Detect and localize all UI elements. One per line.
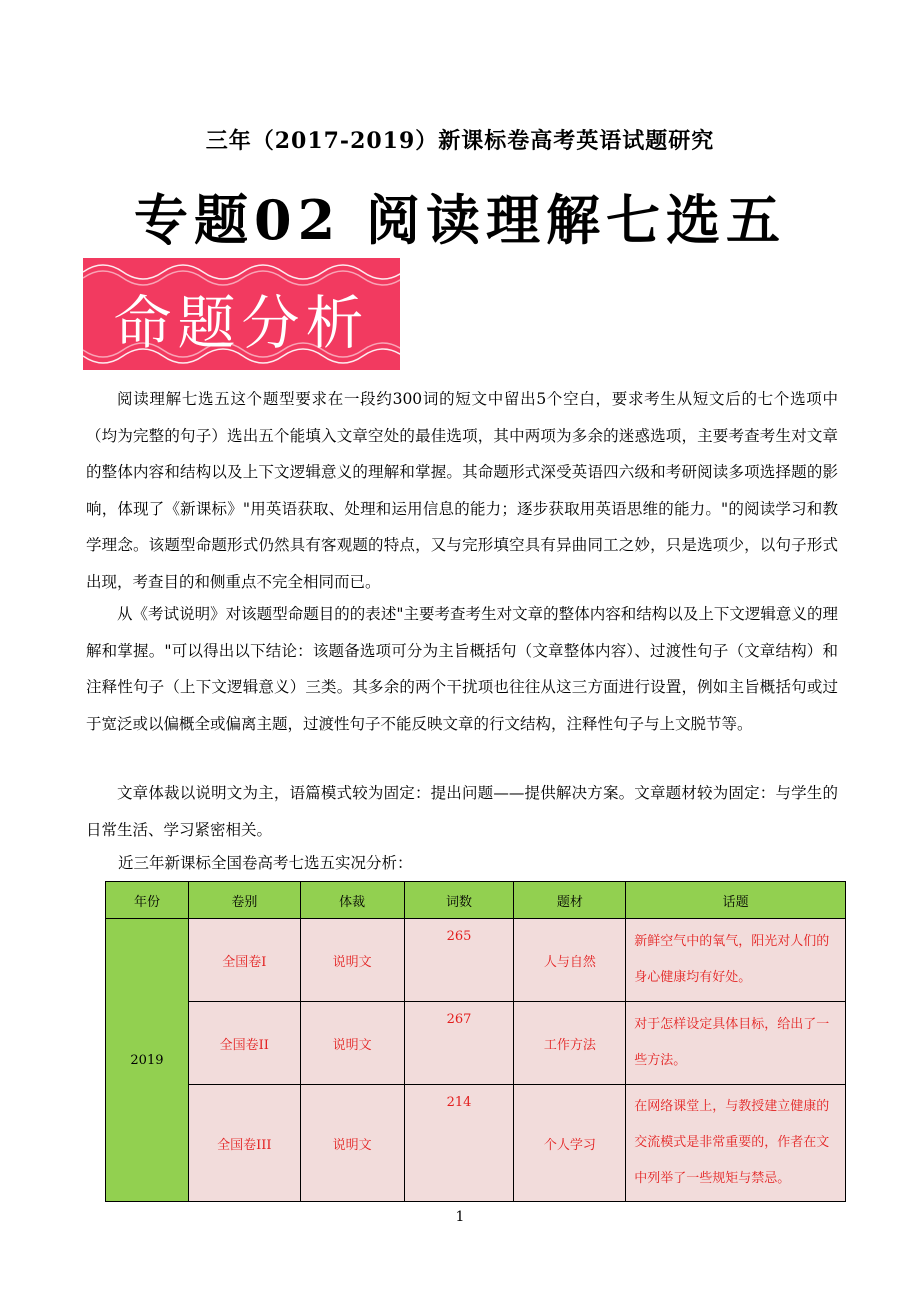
topic-cell: 对于怎样设定具体目标，给出了一些方法。 [626,1002,846,1085]
banner-label: 命题分析 [113,289,370,357]
genre-cell: 说明文 [300,1085,404,1202]
paper-cell: 全国卷I [188,919,300,1002]
words-cell: 214 [404,1085,514,1202]
theme-cell: 个人学习 [514,1085,626,1202]
theme-cell: 工作方法 [514,1002,626,1085]
paper-cell: 全国卷II [188,1002,300,1085]
page-number: 1 [455,1209,465,1225]
header-year: 年份 [106,882,189,919]
header-words: 词数 [404,882,514,919]
document-subtitle: 三年（2017-2019）新课标卷高考英语试题研究 [205,128,715,154]
header-topic: 话题 [626,882,846,919]
paragraph-2: 从《考试说明》对该题型命题目的的表述"主要考查考生对文章的整体内容和结构以及上下文逻辑意义的理解和掌握。"可以得出以下结论：该题备选项可分为主旨概括句（文章整体内容）、过渡性句子（文章结构）和注释性句子（上下文逻辑意义）三类。其多余的两个干扰项也往往从这三方面进行设置，例如主旨概括句或过于宽泛或以偏概全或偏离主题，过渡性句子不能反映文章的行文结构，注释性句子与上文脱节等。 [86,605,838,733]
table-header-row [106,882,846,919]
paper-cell: 全国卷III [188,1085,300,1202]
topic-cell: 在网络课堂上，与教授建立健康的交流模式是非常重要的，作者在文中列举了一些规矩与禁忌。 [626,1085,846,1202]
document-title: 专题02 阅读理解七选五 [134,188,786,252]
table-intro: 近三年新课标全国卷高考七选五实况分析： [118,854,413,872]
exam-analysis-table [105,881,846,1202]
genre-cell: 说明文 [300,1002,404,1085]
year-cell: 2019 [106,919,189,1202]
words-cell: 267 [404,1002,514,1085]
header-paper: 卷别 [188,882,300,919]
header-genre: 体裁 [300,882,404,919]
table-row [106,919,846,1002]
paragraph-3: 文章体裁以说明文为主，语篇模式较为固定：提出问题——提供解决方案。文章题材较为固定：与学生的日常生活、学习紧密相关。 [86,784,838,839]
header-theme: 题材 [514,882,626,919]
topic-cell: 新鲜空气中的氧气，阳光对人们的身心健康均有好处。 [626,919,846,1002]
theme-cell: 人与自然 [514,919,626,1002]
section-banner [83,258,400,370]
table-row [106,1002,846,1085]
genre-cell: 说明文 [300,919,404,1002]
paragraph-1: 阅读理解七选五这个题型要求在一段约300词的短文中留出5个空白，要求考生从短文后的七个选项中（均为完整的句子）选出五个能填入文章空处的最佳选项，其中两项为多余的迷惑选项，主要考查考生对文章的整体内容和结构以及上下文逻辑意义的理解和掌握。其命题形式深受英语四六级和考研阅读多项选择题的影响，体现了《新课标》"用英语获取、处理和运用信息的能力；逐步获取用英语思维的能力。"的阅读学习和教学理念。该题型命题形式仍然具有客观题的特点，又与完形填空具有异曲同工之妙，只是选项少，以句子形式出现，考查目的和侧重点不完全相同而已。 [86,390,838,591]
table-row [106,1085,846,1202]
words-cell: 265 [404,919,514,1002]
